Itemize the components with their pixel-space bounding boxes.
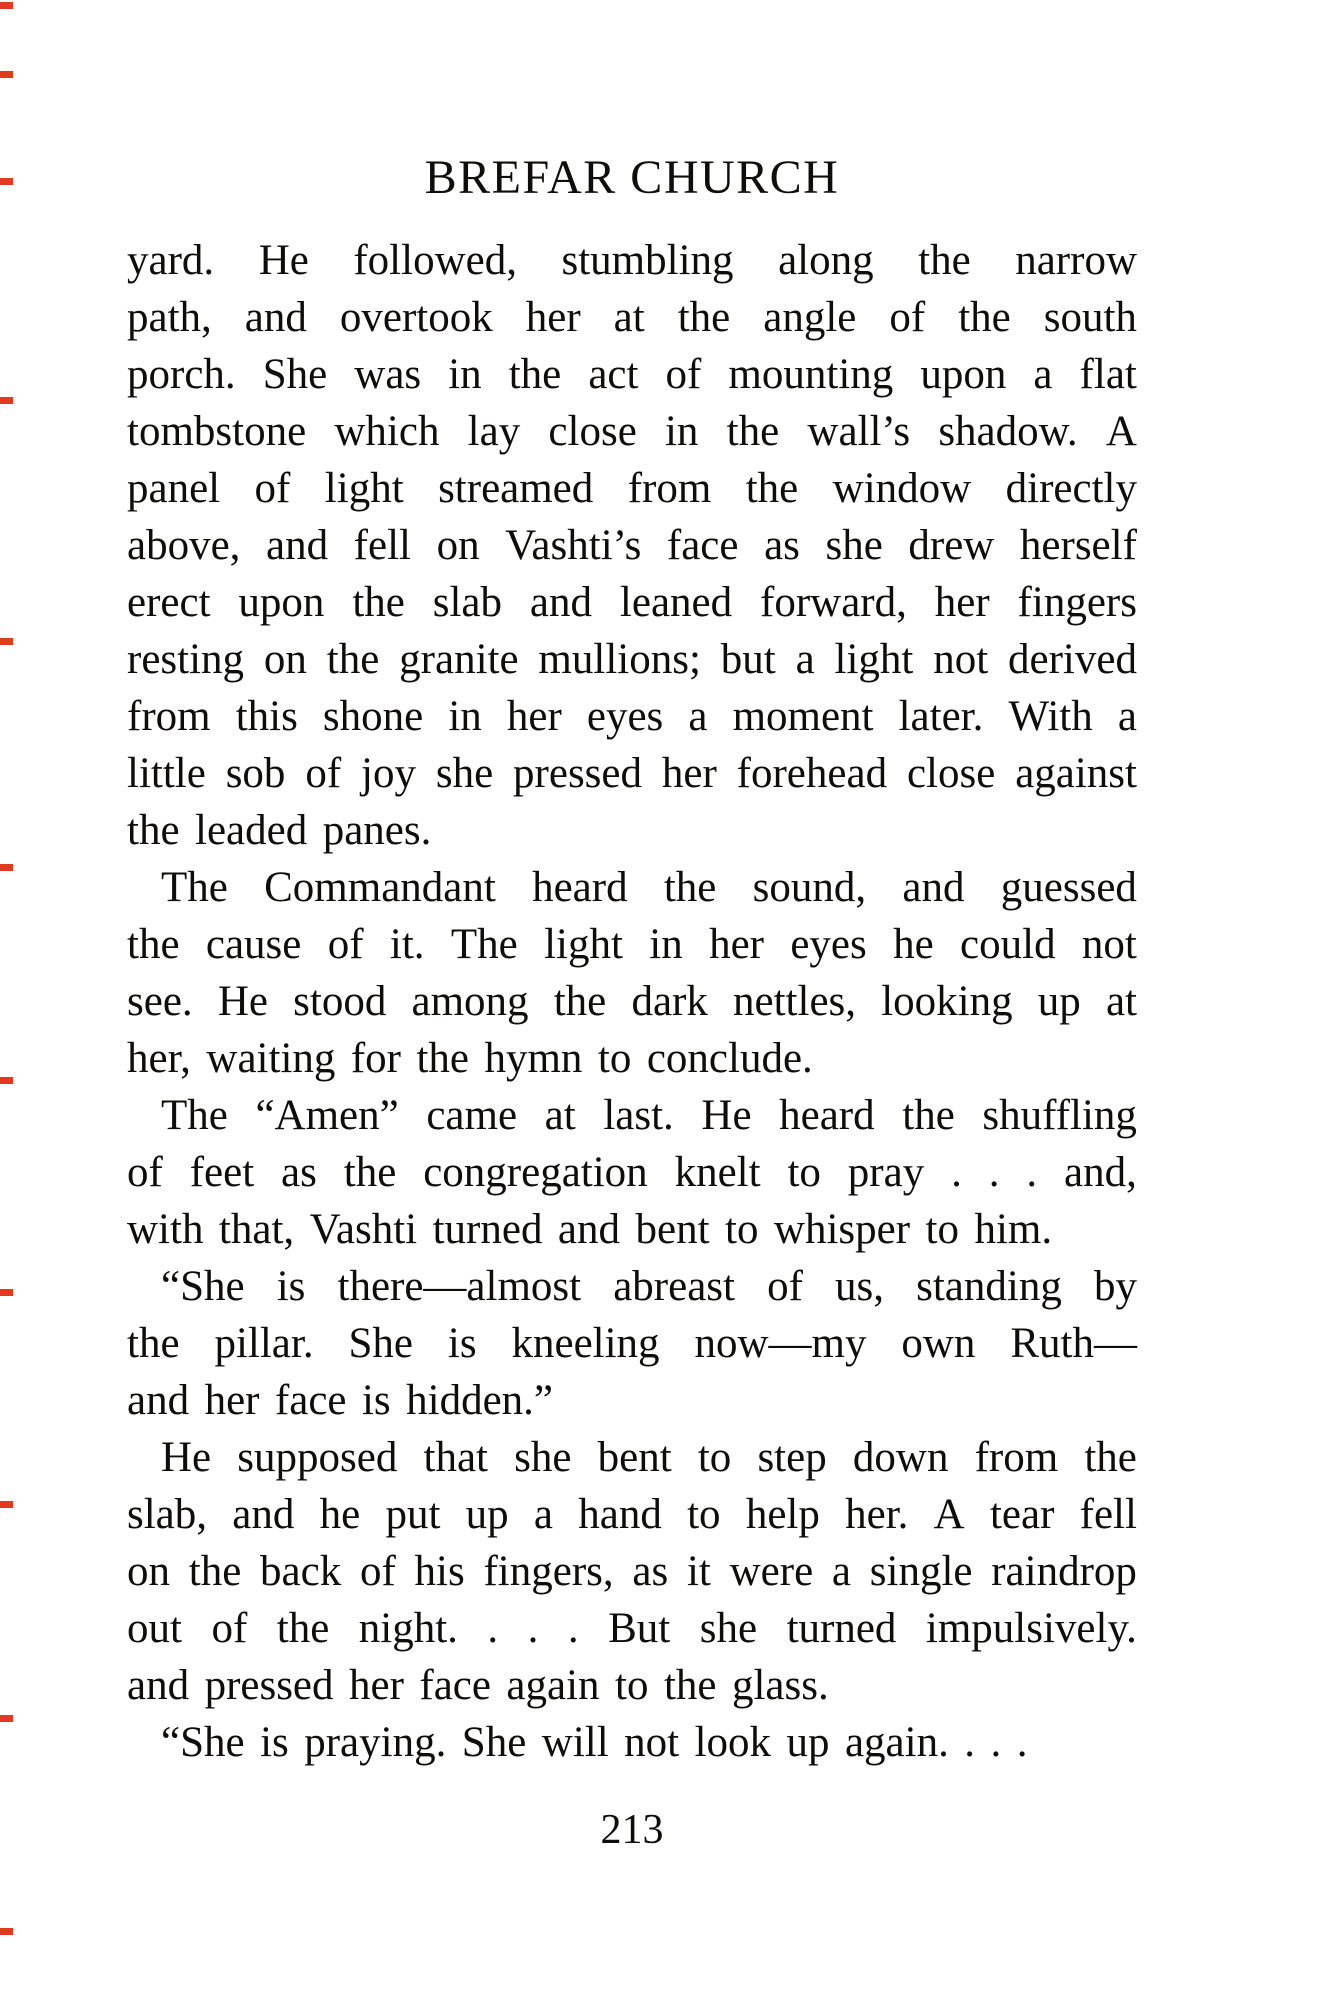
edge-mark (0, 1077, 13, 1084)
text-line: and her face is hidden.” (127, 1377, 554, 1424)
text-line: and pressed her face again to the glass. (127, 1662, 829, 1709)
text-line: slab, and he put up a hand to help her. A tear fell (127, 1491, 1137, 1538)
text-line: yard. He followed, stumbling along the narrow (127, 237, 1137, 284)
edge-mark (0, 2, 13, 9)
text-line: path, and overtook her at the angle of the south (127, 294, 1137, 341)
text-line: her, waiting for the hymn to conclude. (127, 1035, 813, 1082)
text-line: The “Amen” came at last. He heard the shuffling (161, 1092, 1137, 1139)
text-line: “She is praying. She will not look up again. . . . (161, 1719, 1028, 1766)
text-line: “She is there—almost abreast of us, standing by (161, 1263, 1137, 1310)
edge-mark (0, 71, 13, 78)
running-header: BREFAR CHURCH (424, 151, 840, 204)
text-line: resting on the granite mullions; but a light not derived (127, 636, 1137, 683)
text-line: from this shone in her eyes a moment later. With a (127, 693, 1137, 740)
text-line: the pillar. She is kneeling now—my own Ruth— (127, 1320, 1137, 1367)
text-line: panel of light streamed from the window directly (127, 465, 1137, 512)
text-line: of feet as the congregation knelt to pray . . . and, (127, 1149, 1137, 1196)
text-line: above, and fell on Vashti’s face as she drew herself (127, 522, 1137, 569)
text-line: out of the night. . . . But she turned impulsively. (127, 1605, 1137, 1652)
text-line: porch. She was in the act of mounting upon a flat (127, 351, 1137, 398)
text-line: The Commandant heard the sound, and guessed (161, 864, 1137, 911)
edge-mark (0, 1928, 13, 1935)
edge-mark (0, 864, 13, 871)
edge-mark (0, 1501, 13, 1508)
text-line: on the back of his fingers, as it were a single raindrop (127, 1548, 1137, 1595)
text-line: little sob of joy she pressed her forehead close against (127, 750, 1137, 797)
edge-mark (0, 178, 13, 185)
edge-mark (0, 1289, 13, 1296)
text-line: see. He stood among the dark nettles, looking up at (127, 978, 1137, 1025)
text-line: tombstone which lay close in the wall’s shadow. A (127, 408, 1137, 455)
text-line: erect upon the slab and leaned forward, her fingers (127, 579, 1137, 626)
edge-mark (0, 1715, 13, 1722)
text-line: the cause of it. The light in her eyes he could not (127, 921, 1137, 968)
text-line: He supposed that she bent to step down from the (161, 1434, 1137, 1481)
text-line: with that, Vashti turned and bent to whisper to him. (127, 1206, 1053, 1253)
edge-mark (0, 638, 13, 645)
edge-mark (0, 397, 13, 404)
text-line: the leaded panes. (127, 807, 432, 854)
page-number: 213 (600, 1807, 664, 1853)
body-text (127, 232, 1137, 1771)
